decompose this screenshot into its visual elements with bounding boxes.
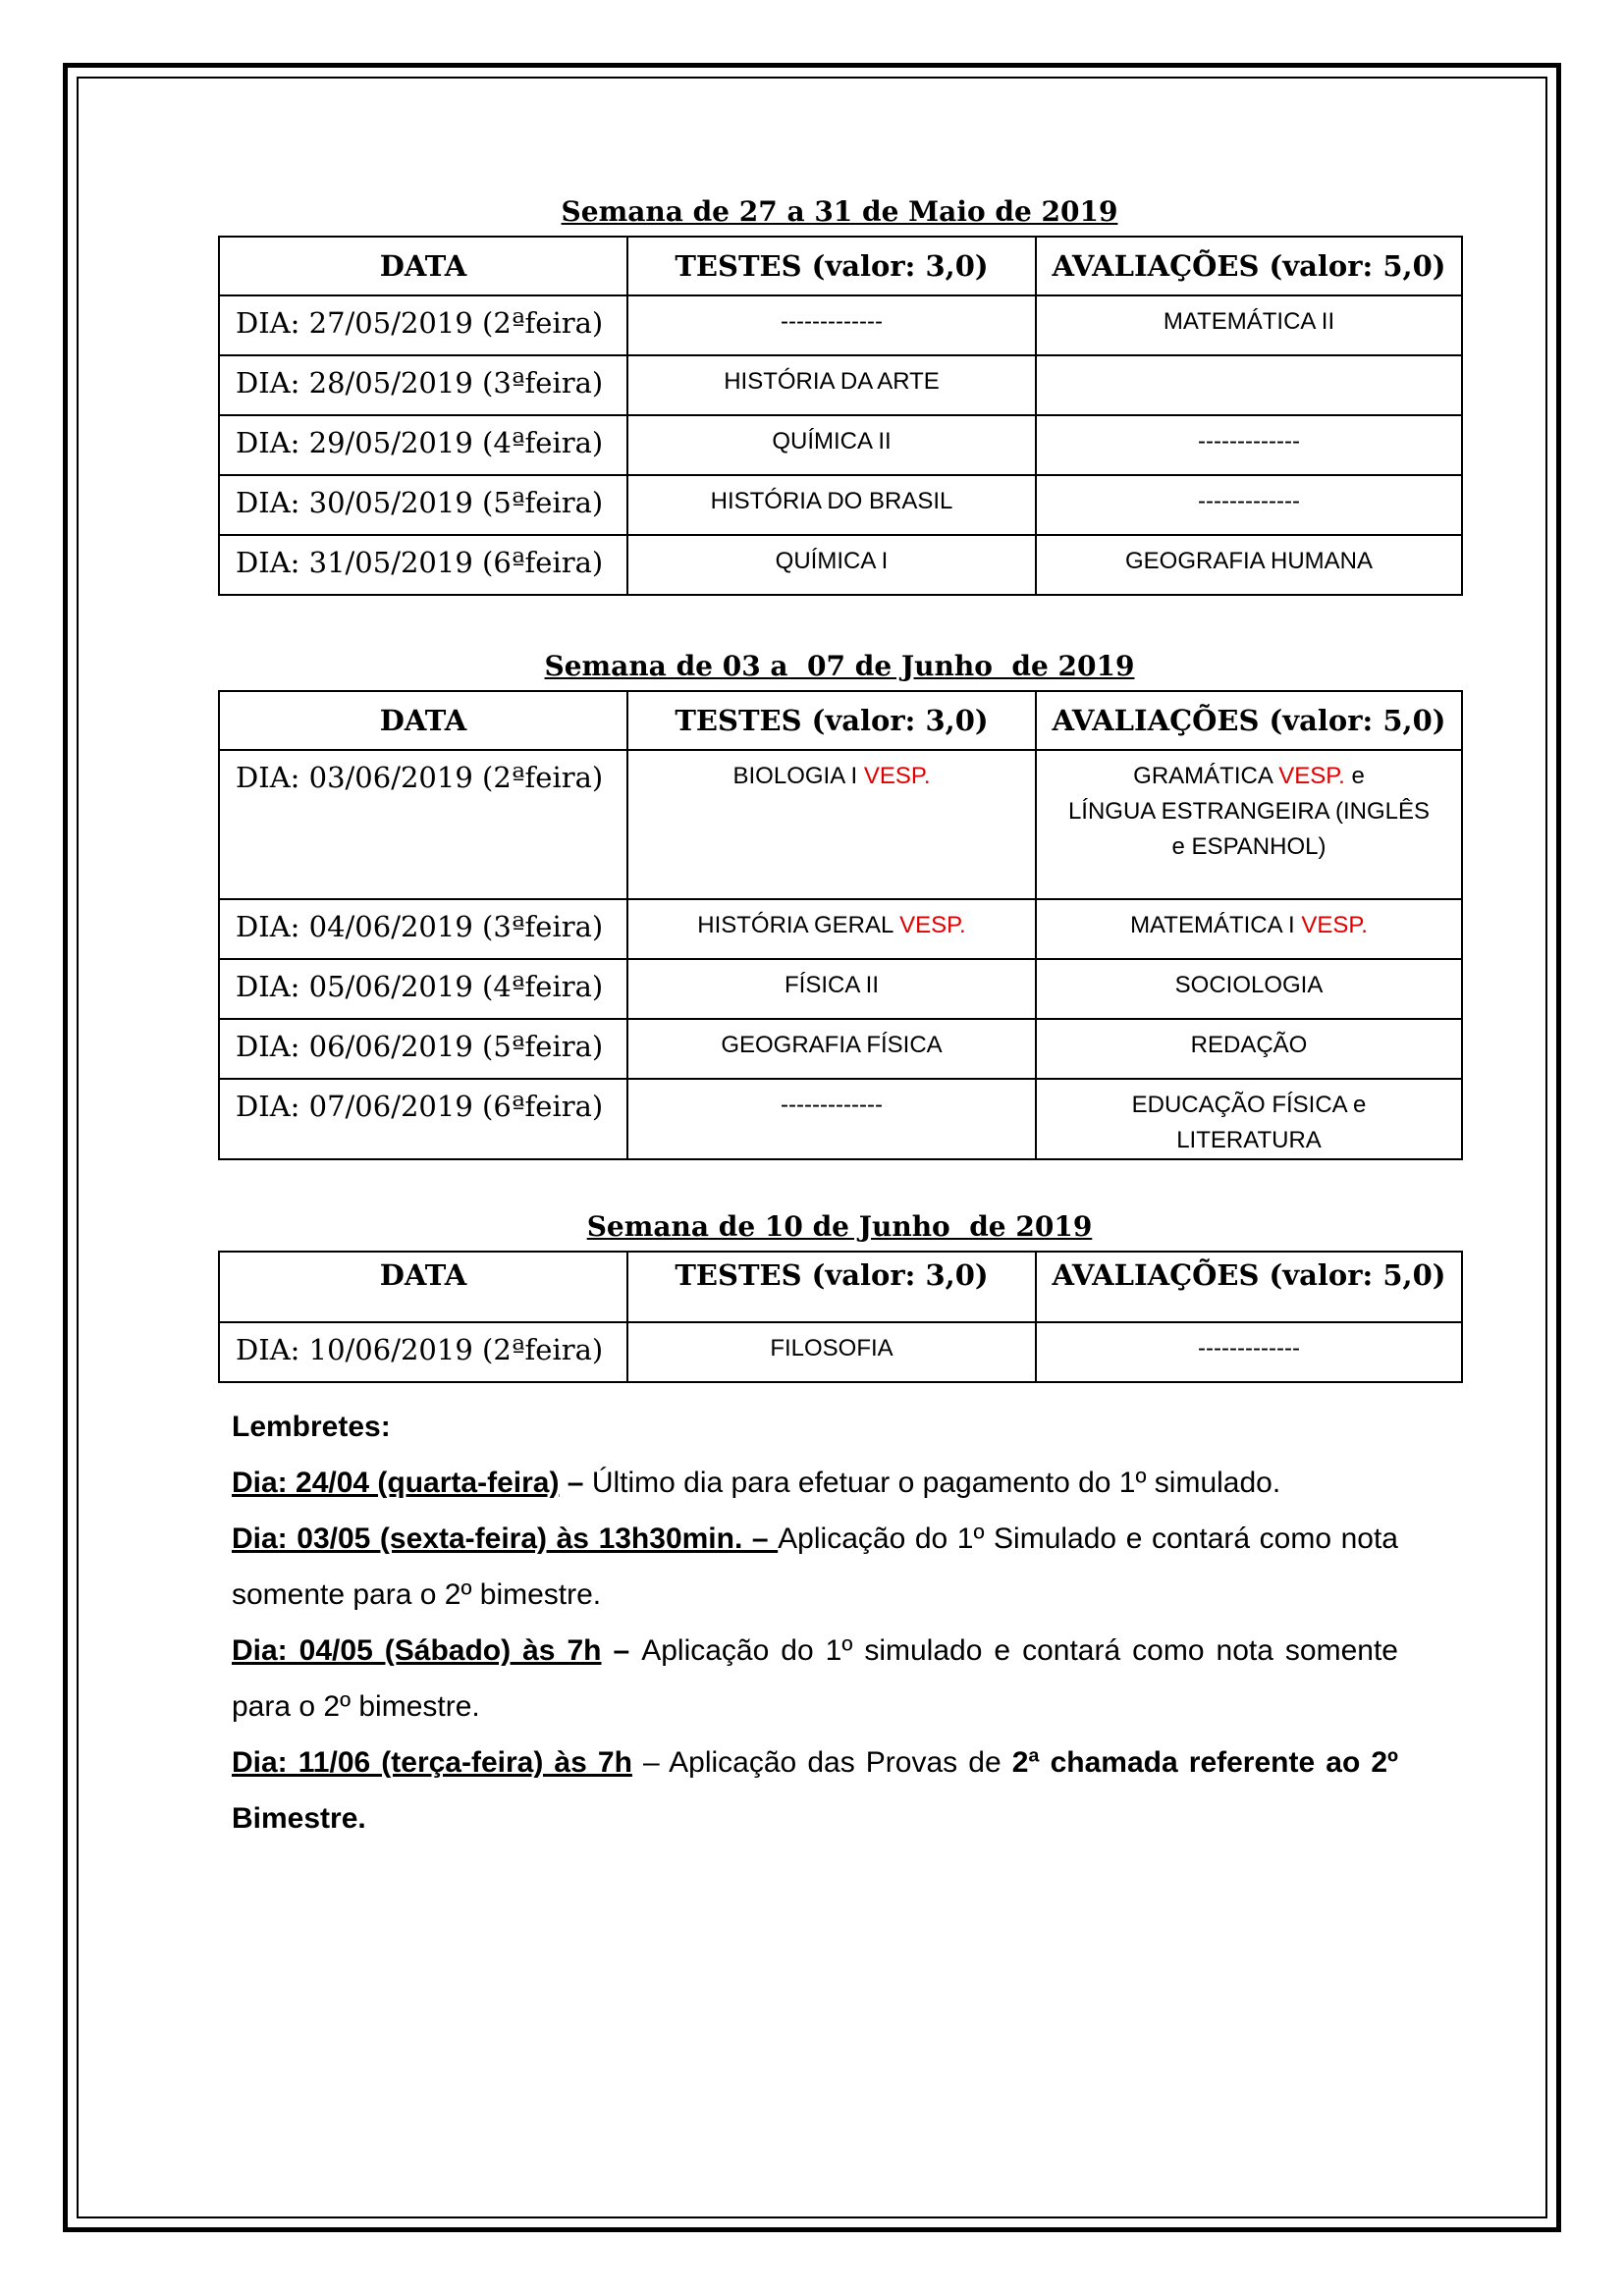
table-header-row — [219, 1252, 1462, 1322]
table-row — [219, 1322, 1462, 1382]
header-exams: AVALIAÇÕES (valor: 5,0) — [1036, 237, 1462, 295]
header-date: DATA — [219, 237, 627, 295]
header-tests: TESTES (valor: 3,0) — [627, 237, 1036, 295]
reminder-item — [232, 1511, 1398, 1623]
exam-subject: GRAMÁTICA — [1133, 763, 1272, 789]
row-exam: REDAÇÃO — [1036, 1019, 1462, 1079]
row-exam — [1036, 1079, 1462, 1159]
vesp-tag: VESP. — [899, 912, 966, 938]
row-exam — [1036, 899, 1462, 959]
row-date: DIA: 06/06/2019 (5ªfeira) — [219, 1019, 627, 1079]
reminder-date: Dia: 11/06 (terça-feira) às 7h — [232, 1746, 632, 1779]
table-row — [219, 535, 1462, 595]
table-row — [219, 475, 1462, 535]
reminder-dash: – — [559, 1467, 592, 1499]
row-date: DIA: 10/06/2019 (2ªfeira) — [219, 1322, 627, 1382]
row-exam: ------------- — [1036, 475, 1462, 535]
table-row — [219, 899, 1462, 959]
row-exam: ------------- — [1036, 415, 1462, 475]
table-header-row — [219, 237, 1462, 295]
table-row — [219, 295, 1462, 355]
week-table — [218, 690, 1463, 1160]
row-date: DIA: 05/06/2019 (4ªfeira) — [219, 959, 627, 1019]
exam-subject: MATEMÁTICA I — [1130, 912, 1295, 938]
header-exams: AVALIAÇÕES (valor: 5,0) — [1036, 691, 1462, 750]
test-subject: BIOLOGIA I — [732, 763, 858, 789]
row-exam: GEOGRAFIA HUMANA — [1036, 535, 1462, 595]
header-date: DATA — [219, 1252, 627, 1322]
vesp-tag: VESP. — [863, 763, 931, 789]
exam-line: e ESPANHOL) — [1171, 833, 1326, 860]
row-exam — [1036, 355, 1462, 415]
test-subject: HISTÓRIA GERAL — [697, 912, 893, 938]
exam-line: EDUCAÇÃO FÍSICA e — [1131, 1092, 1367, 1118]
row-test: FÍSICA II — [627, 959, 1036, 1019]
week-title: Semana de 10 de Junho de 2019 — [586, 1210, 1093, 1243]
row-date: DIA: 29/05/2019 (4ªfeira) — [219, 415, 627, 475]
week-title: Semana de 27 a 31 de Maio de 2019 — [561, 195, 1118, 228]
reminder-dash: – — [601, 1634, 642, 1667]
reminder-date: Dia: 04/05 (Sábado) às 7h — [232, 1634, 602, 1667]
row-exam: SOCIOLOGIA — [1036, 959, 1462, 1019]
row-exam — [1036, 750, 1462, 899]
row-test: ------------- — [627, 1079, 1036, 1159]
table-row — [219, 959, 1462, 1019]
reminder-text: Aplicação do 1º Simulado e contará como nota somente para o 2º bimestre. — [232, 1522, 1398, 1611]
exam-line: LITERATURA — [1176, 1127, 1322, 1153]
header-tests: TESTES (valor: 3,0) — [627, 1252, 1036, 1322]
table-row — [219, 355, 1462, 415]
schedule-content — [218, 188, 1461, 1383]
vesp-tag: VESP. — [1301, 912, 1368, 938]
row-test: ------------- — [627, 295, 1036, 355]
row-test: HISTÓRIA DA ARTE — [627, 355, 1036, 415]
reminders-section — [232, 1399, 1398, 1846]
reminder-item — [232, 1455, 1398, 1511]
reminder-dash: – — [631, 1746, 670, 1779]
vesp-tag: VESP. — [1278, 763, 1345, 789]
week-table — [218, 1251, 1463, 1383]
reminder-text: Último dia para efetuar o pagamento do 1º simulado. — [591, 1467, 1281, 1499]
exam-conjunction: e — [1351, 763, 1365, 789]
row-date: DIA: 07/06/2019 (6ªfeira) — [219, 1079, 627, 1159]
table-row — [219, 750, 1462, 899]
row-date: DIA: 31/05/2019 (6ªfeira) — [219, 535, 627, 595]
row-test: HISTÓRIA DO BRASIL — [627, 475, 1036, 535]
reminder-bold-text: 2ª chamada referente ao 2º Bimestre. — [232, 1746, 1399, 1835]
row-date: DIA: 04/06/2019 (3ªfeira) — [219, 899, 627, 959]
row-test: QUÍMICA II — [627, 415, 1036, 475]
header-date: DATA — [219, 691, 627, 750]
row-test — [627, 899, 1036, 959]
row-date: DIA: 30/05/2019 (5ªfeira) — [219, 475, 627, 535]
header-tests: TESTES (valor: 3,0) — [627, 691, 1036, 750]
reminders-title: Lembretes: — [232, 1411, 391, 1443]
reminder-text: Aplicação do 1º simulado e contará como nota somente para o 2º bimestre. — [232, 1634, 1398, 1723]
row-exam: ------------- — [1036, 1322, 1462, 1382]
row-test: GEOGRAFIA FÍSICA — [627, 1019, 1036, 1079]
row-test: QUÍMICA I — [627, 535, 1036, 595]
table-header-row — [219, 691, 1462, 750]
table-row — [219, 1019, 1462, 1079]
reminder-date: Dia: 24/04 (quarta-feira) — [232, 1467, 560, 1499]
reminder-item — [232, 1623, 1398, 1735]
row-test — [627, 750, 1036, 899]
reminder-item — [232, 1735, 1398, 1846]
row-test: FILOSOFIA — [627, 1322, 1036, 1382]
exam-line: LÍNGUA ESTRANGEIRA (INGLÊS — [1067, 798, 1431, 825]
row-exam: MATEMÁTICA II — [1036, 295, 1462, 355]
row-date: DIA: 27/05/2019 (2ªfeira) — [219, 295, 627, 355]
week-table — [218, 236, 1463, 596]
header-exams: AVALIAÇÕES (valor: 5,0) — [1036, 1252, 1462, 1322]
table-row — [219, 1079, 1462, 1159]
table-row — [219, 415, 1462, 475]
reminder-date: Dia: 03/05 (sexta-feira) às 13h30min. – — [232, 1522, 779, 1555]
row-date: DIA: 03/06/2019 (2ªfeira) — [219, 750, 627, 899]
week-title: Semana de 03 a 07 de Junho de 2019 — [544, 650, 1135, 682]
reminder-text: Aplicação das Provas de — [669, 1746, 1012, 1779]
row-date: DIA: 28/05/2019 (3ªfeira) — [219, 355, 627, 415]
